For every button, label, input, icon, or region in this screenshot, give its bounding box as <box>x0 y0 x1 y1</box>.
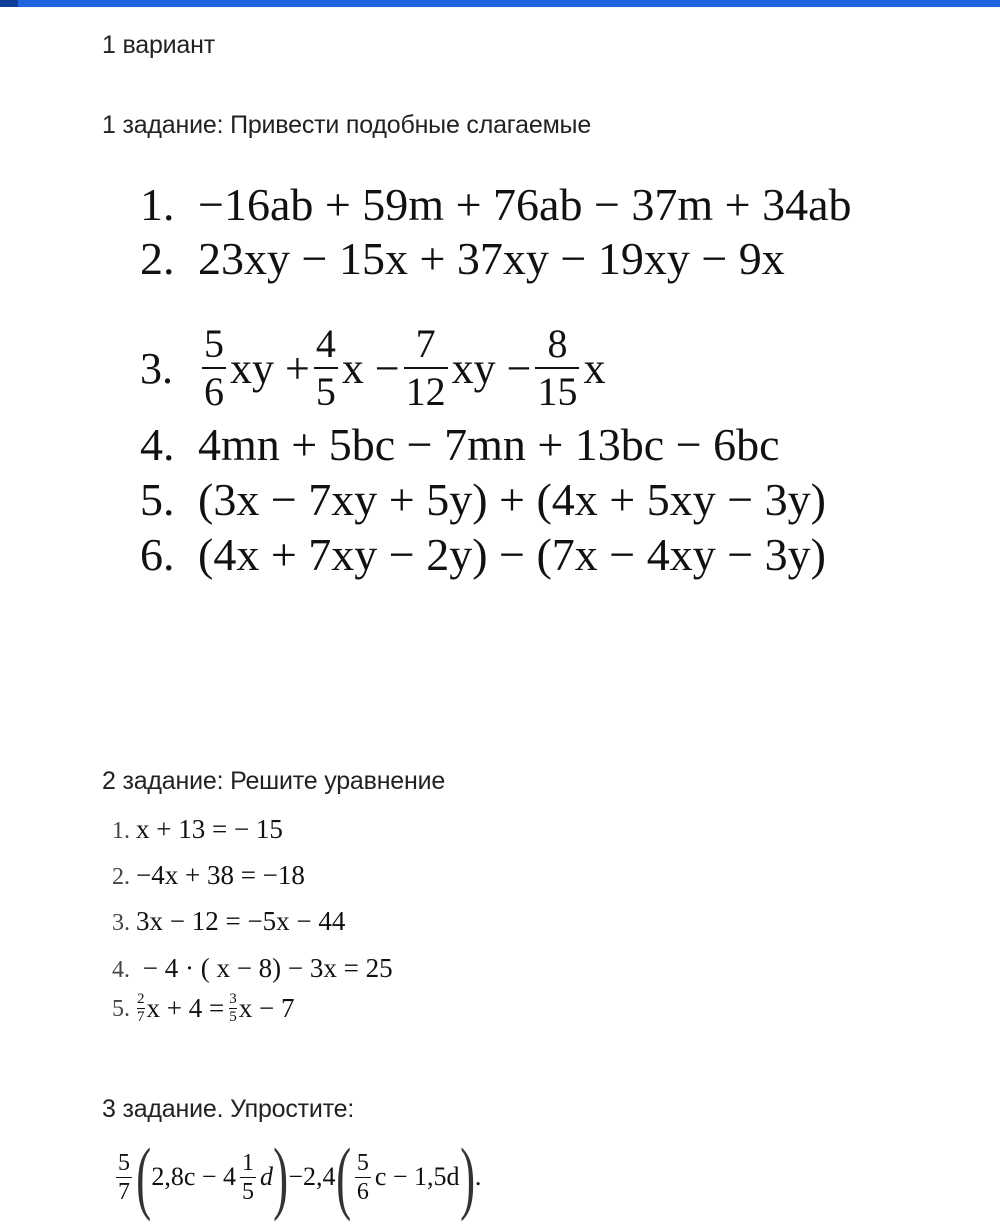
fraction <box>404 321 448 414</box>
item-number: 3. <box>140 343 173 393</box>
term: xy − <box>451 343 532 393</box>
task2-item-2 <box>112 862 305 889</box>
numerator: 1 <box>242 1149 255 1176</box>
item-number: 6. <box>140 529 175 580</box>
close-paren: ) <box>273 1131 289 1222</box>
item-number: 2. <box>112 864 130 890</box>
open-paren: ( <box>136 1131 152 1222</box>
item-number: 5. <box>140 474 175 525</box>
task1-item-4 <box>140 419 780 470</box>
item-number: 5. <box>112 995 130 1022</box>
term: c − 1,5d <box>374 1162 460 1191</box>
numerator: 5 <box>118 1149 130 1176</box>
item-expression: −16ab + 59m + 76ab − 37m + 34ab <box>198 179 852 230</box>
task1-item-3 <box>140 318 605 418</box>
denominator: 5 <box>315 369 336 414</box>
numerator: 2 <box>137 991 145 1007</box>
task1-item-2 <box>140 233 785 284</box>
item-number: 1. <box>112 818 130 844</box>
item-number: 4. <box>140 419 175 470</box>
item-number: 4. <box>112 957 130 983</box>
denominator: 6 <box>204 369 224 414</box>
task1-item-5 <box>140 474 826 525</box>
item-equation: x + 13 = − 15 <box>136 814 283 844</box>
fraction <box>355 1151 371 1204</box>
numerator: 5 <box>204 321 224 366</box>
item-equation: −4x + 38 = −18 <box>136 860 305 890</box>
numerator: 5 <box>356 1149 369 1176</box>
denominator: 12 <box>405 369 446 414</box>
close-paren: ) <box>459 1131 475 1222</box>
denominator: 5 <box>242 1178 255 1205</box>
item-expression: 23xy − 15x + 37xy − 19xy − 9x <box>198 233 785 284</box>
denominator: 7 <box>137 1009 145 1025</box>
fraction <box>116 1151 132 1204</box>
top-bar <box>0 0 1000 7</box>
denominator: 15 <box>537 369 578 414</box>
term: 2,8c − 4 <box>151 1162 237 1191</box>
task3-expression <box>112 1132 481 1222</box>
item-number: 1. <box>140 179 175 230</box>
term: −2,4 <box>288 1162 336 1191</box>
fraction <box>535 321 579 414</box>
item-number: 2. <box>140 233 175 284</box>
task2-item-4 <box>112 955 393 982</box>
term: d <box>260 1162 274 1191</box>
denominator: 7 <box>118 1178 130 1205</box>
task3-heading: 3 задание. Упростите: <box>102 1095 355 1123</box>
numerator: 8 <box>547 321 568 366</box>
open-paren: ( <box>335 1131 351 1222</box>
variant-title: 1 вариант <box>102 31 215 59</box>
denominator: 6 <box>356 1178 369 1205</box>
item-expression: (3x − 7xy + 5y) + (4x + 5xy − 3y) <box>198 474 826 525</box>
task1-item-6 <box>140 529 826 580</box>
term: x − <box>341 343 400 393</box>
task2-item-5 <box>112 992 294 1025</box>
item-number: 3. <box>112 910 130 936</box>
denominator: 5 <box>229 1009 237 1025</box>
numerator: 7 <box>415 321 436 366</box>
fraction <box>314 321 338 414</box>
term: . <box>474 1162 482 1191</box>
item-equation: − 4 · ( x − 8) − 3x = 25 <box>136 953 393 983</box>
term: xy + <box>230 343 310 393</box>
numerator: 3 <box>229 991 237 1007</box>
top-bar-notch <box>0 0 18 7</box>
task2-item-1 <box>112 816 283 843</box>
task1-item-1 <box>140 179 852 230</box>
item-expression: 4mn + 5bc − 7mn + 13bc − 6bc <box>198 419 780 470</box>
fraction <box>229 992 237 1025</box>
task2-heading: 2 задание: Решите уравнение <box>102 767 446 795</box>
task2-item-3 <box>112 908 345 935</box>
item-equation: 3x − 12 = −5x − 44 <box>136 906 346 936</box>
item-expression: (4x + 7xy − 2y) − (7x − 4xy − 3y) <box>198 529 826 580</box>
term: x − 7 <box>238 993 295 1023</box>
term: x <box>583 343 606 393</box>
fraction <box>240 1151 256 1204</box>
term: x + 4 = <box>146 993 225 1023</box>
task1-heading: 1 задание: Привести подобные слагаемые <box>102 111 592 139</box>
fraction <box>137 992 145 1025</box>
numerator: 4 <box>315 321 336 366</box>
fraction <box>202 321 226 414</box>
